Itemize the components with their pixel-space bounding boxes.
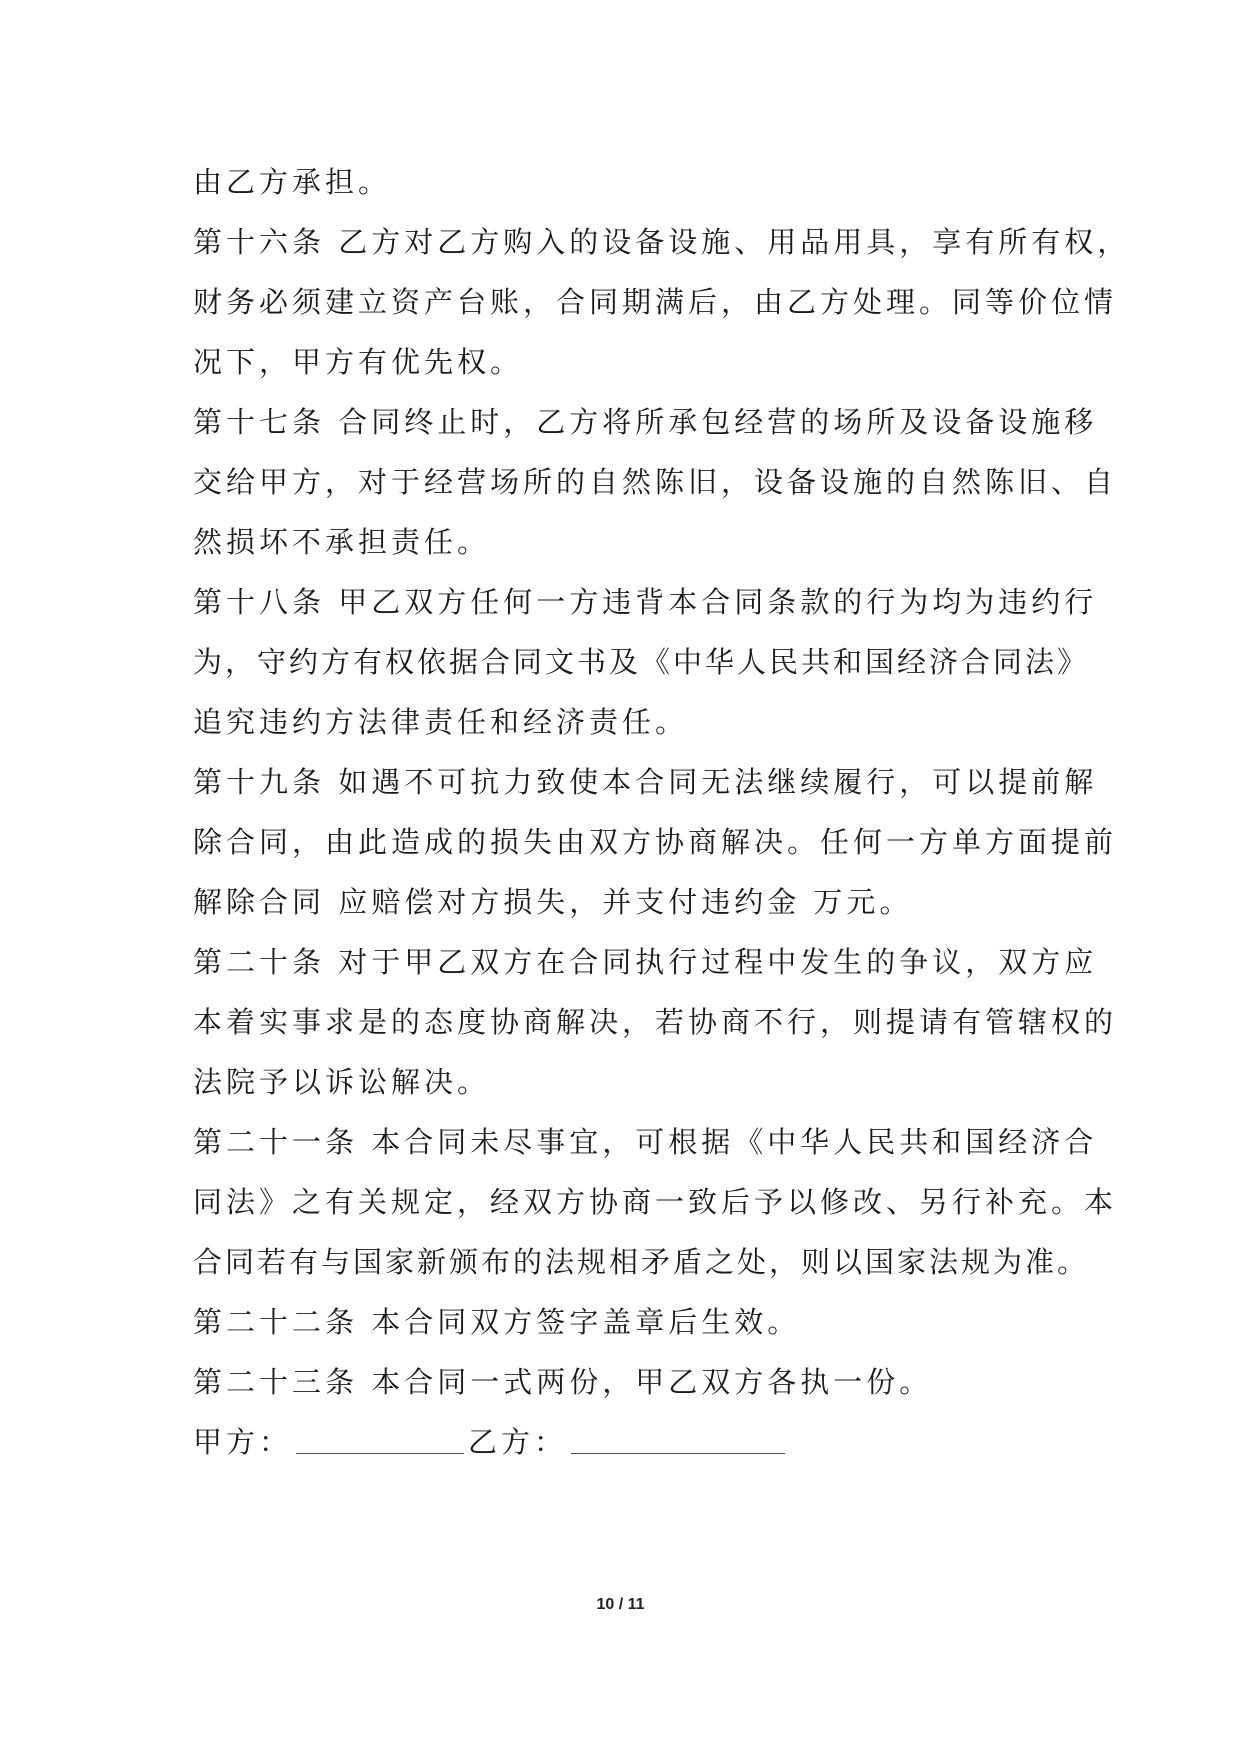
text-line: 同法》之有关规定，经双方协商一致后予以修改、另行补充。本 xyxy=(193,1185,1118,1219)
text-line: 解除合同 应赔偿对方损失，并支付违约金 万元。 xyxy=(193,885,913,919)
text-line: 由乙方承担。 xyxy=(193,165,392,199)
text-line: 为，守约方有权依据合同文书及《中华人民共和国经济合同法》 xyxy=(193,645,1090,679)
document-body xyxy=(193,152,1131,1472)
text-line: 第十八条 甲乙双方任何一方违背本合同条款的行为均为违约行 xyxy=(193,585,1098,619)
text-line: 然损坏不承担责任。 xyxy=(193,525,491,559)
text-line: 第十九条 如遇不可抗力致使本合同无法继续履行，可以提前解 xyxy=(193,765,1098,799)
text-line: 况下，甲方有优先权。 xyxy=(193,345,524,379)
signature-line xyxy=(193,1412,1073,1472)
party-b-blank xyxy=(571,1427,785,1454)
text-line: 第二十条 对于甲乙双方在合同执行过程中发生的争议，双方应 xyxy=(193,945,1098,979)
party-a-blank xyxy=(296,1427,464,1454)
page-number: 10 / 11 xyxy=(596,1596,645,1613)
party-a-label: 甲方： xyxy=(193,1425,293,1459)
text-line: 第十七条 合同终止时，乙方将所承包经营的场所及设备设施移 xyxy=(193,405,1098,439)
text-line: 追究违约方法律责任和经济责任。 xyxy=(193,705,689,739)
text-line: 第二十三条 本合同一式两份，甲乙双方各执一份。 xyxy=(193,1365,933,1399)
party-b-label: 乙方： xyxy=(468,1425,568,1459)
text-line: 除合同，由此造成的损失由双方协商解决。任何一方单方面提前 xyxy=(193,825,1118,859)
text-line: 法院予以诉讼解决。 xyxy=(193,1065,491,1099)
text-line: 第十六条 乙方对乙方购入的设备设施、用品用具，享有所有权， xyxy=(193,225,1131,259)
text-line: 合同若有与国家新颁布的法规相矛盾之处，则以国家法规为准。 xyxy=(193,1245,1090,1279)
text-line: 第二十二条 本合同双方签字盖章后生效。 xyxy=(193,1305,801,1339)
text-line: 本着实事求是的态度协商解决，若协商不行，则提请有管辖权的 xyxy=(193,1005,1118,1039)
text-line: 交给甲方，对于经营场所的自然陈旧，设备设施的自然陈旧、自 xyxy=(193,465,1118,499)
text-line: 财务必须建立资产台账，合同期满后，由乙方处理。同等价位情 xyxy=(193,285,1118,319)
text-line: 第二十一条 本合同未尽事宜，可根据《中华人民共和国经济合 xyxy=(193,1125,1098,1159)
